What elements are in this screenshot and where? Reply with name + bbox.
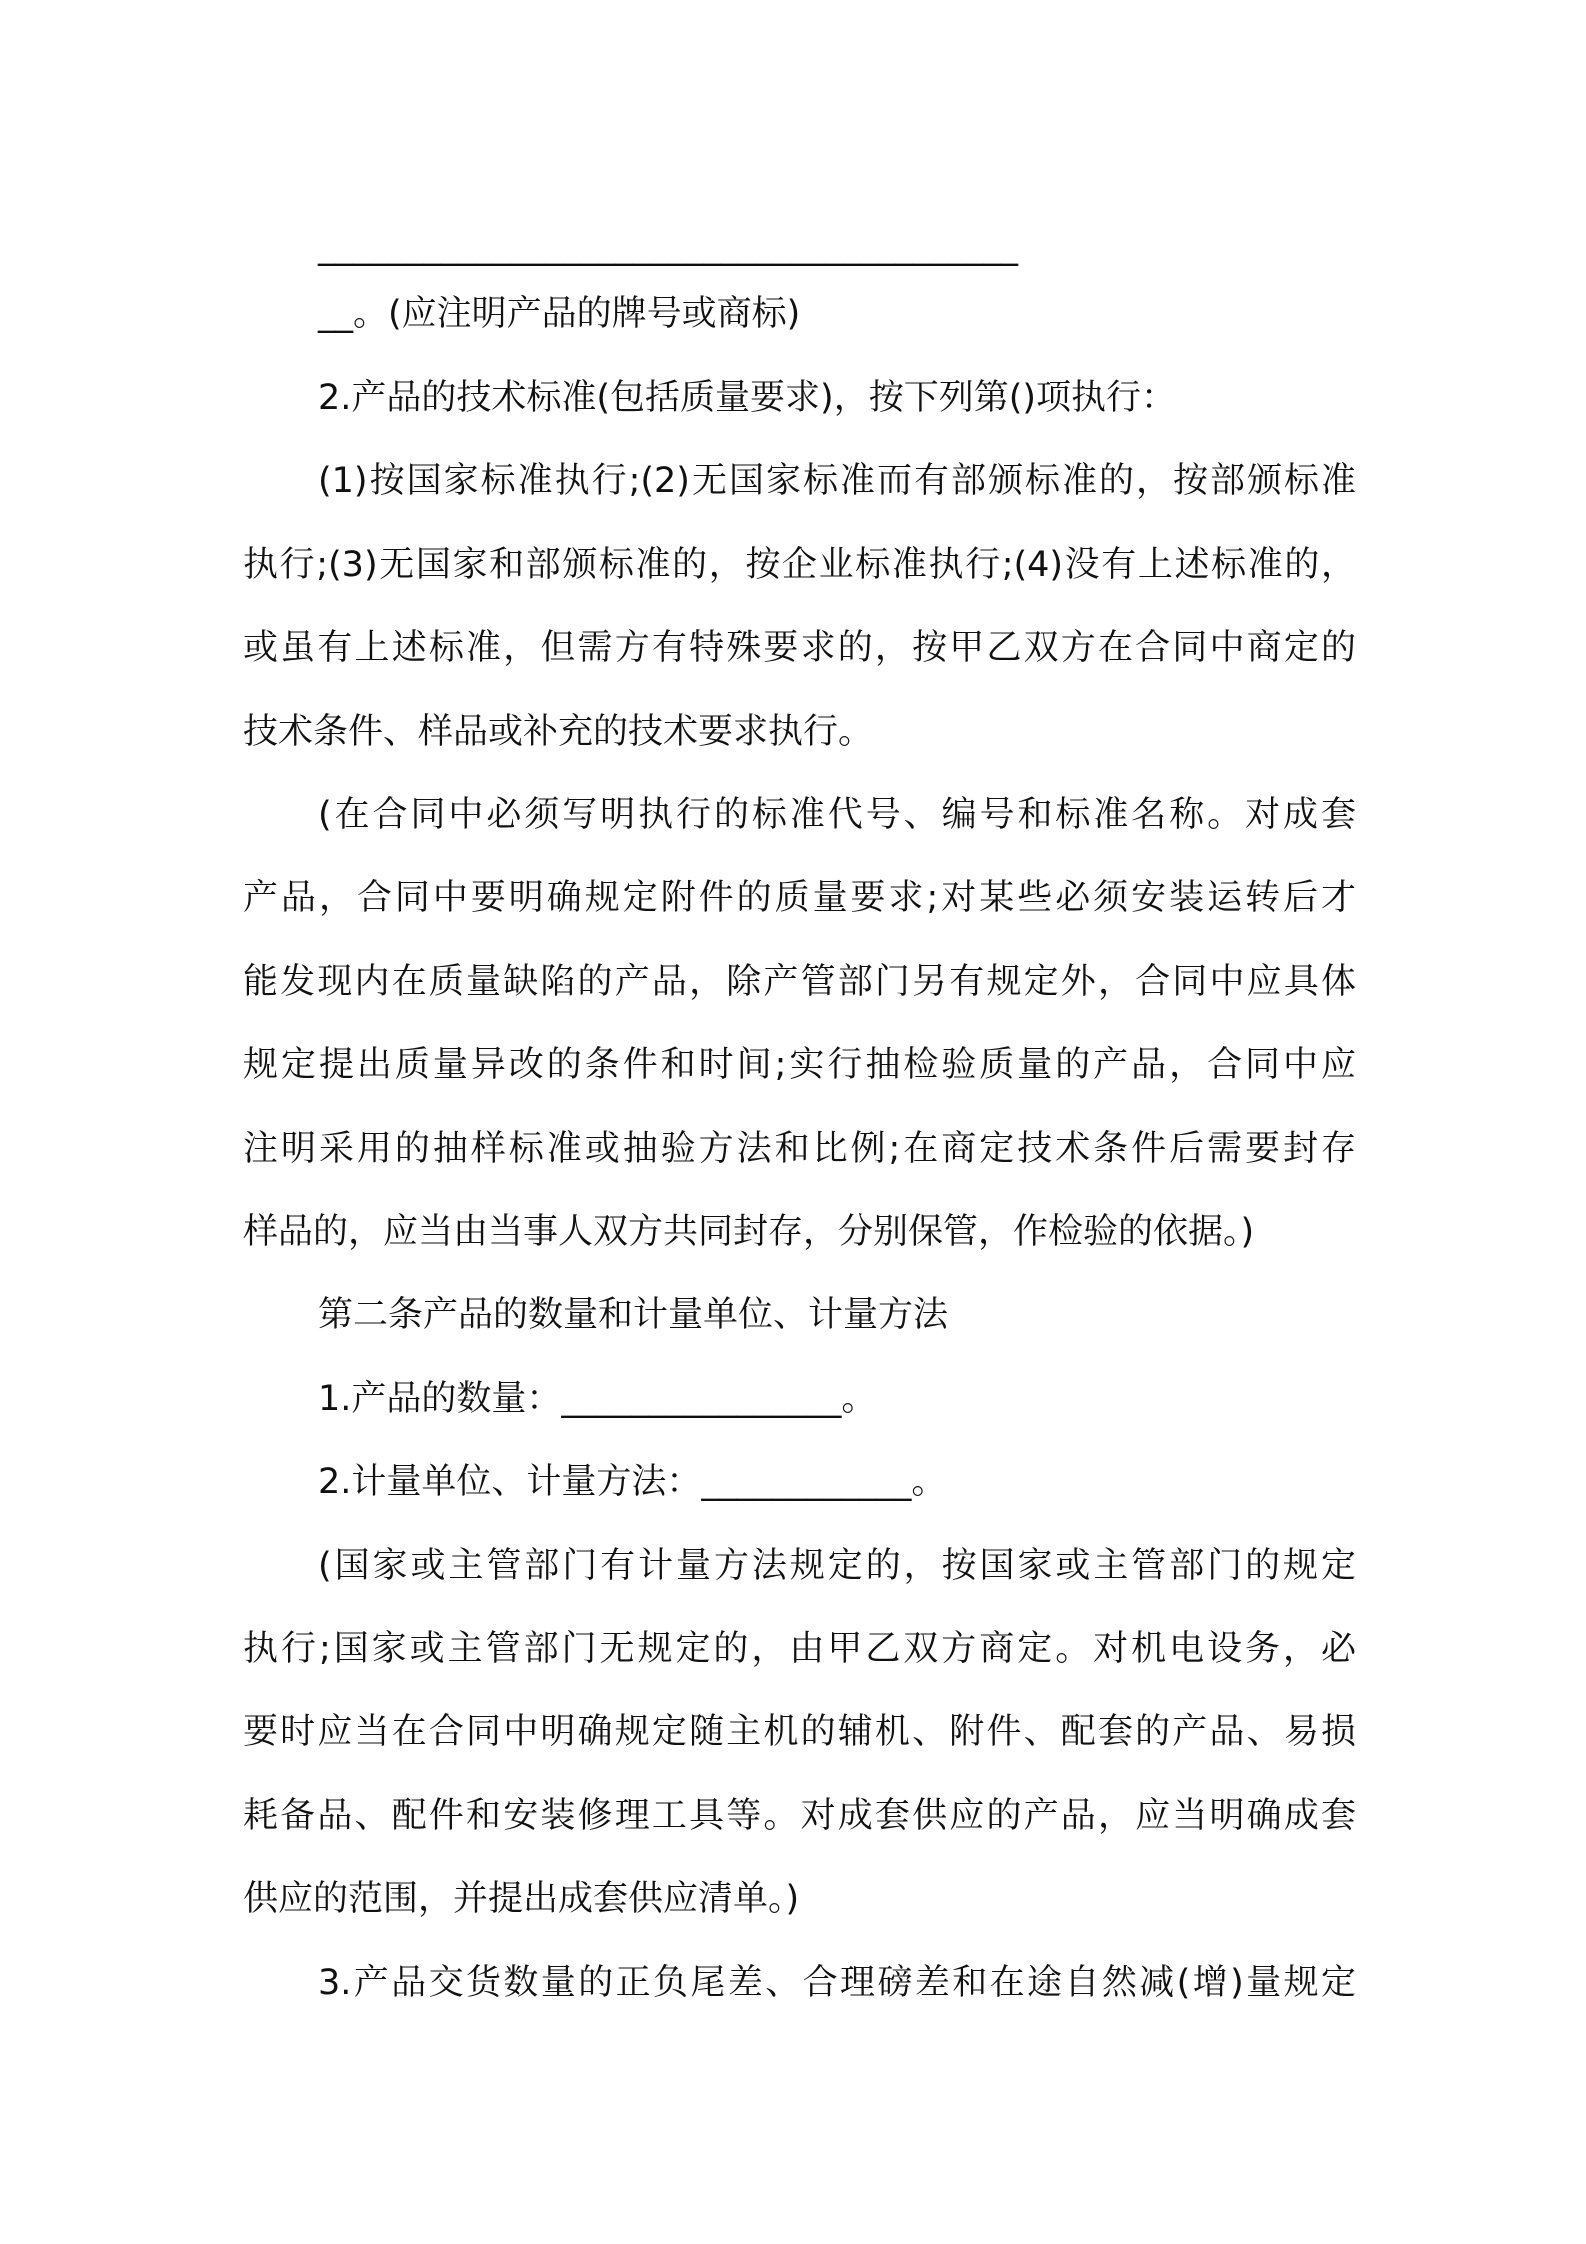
brand-note-line: __。(应注明产品的牌号或商标) xyxy=(318,294,801,334)
paragraph-line: (1)按国家标准执行;(2)无国家标准而有部颁标准的，按部颁标准 xyxy=(318,461,1356,501)
paragraph-line: 样品的，应当由当事人双方共同封存，分别保管，作检验的依据。) xyxy=(243,1212,1255,1252)
paragraph-line: 或虽有上述标准，但需方有特殊要求的，按甲乙双方在合同中商定的 xyxy=(243,628,1356,668)
paragraph-line: (在合同中必须写明执行的标准代号、编号和标准名称。对成套 xyxy=(318,795,1356,835)
unit-method-line: 2.计量单位、计量方法：____________。 xyxy=(318,1462,947,1502)
paragraph-line: 规定提出质量异改的条件和时间;实行抽检验质量的产品，合同中应 xyxy=(243,1045,1356,1085)
paragraph-line: 执行;国家或主管部门无规定的，由甲乙双方商定。对机电设务，必 xyxy=(243,1629,1356,1669)
paragraph-line: (国家或主管部门有计量方法规定的，按国家或主管部门的规定 xyxy=(318,1546,1356,1586)
paragraph-line: 供应的范围，并提出成套供应清单。) xyxy=(243,1879,800,1919)
quantity-line: 1.产品的数量：________________。 xyxy=(318,1379,877,1419)
paragraph-line: 耗备品、配件和安装修理工具等。对成套供应的产品，应当明确成套 xyxy=(243,1796,1356,1836)
blank-underline-line: ________________________________________ xyxy=(318,227,1018,267)
tech-standard-heading: 2.产品的技术标准(包括质量要求)，按下列第()项执行： xyxy=(318,378,1177,418)
paragraph-line: 技术条件、样品或补充的技术要求执行。 xyxy=(243,712,874,752)
paragraph-line: 3.产品交货数量的正负尾差、合理磅差和在途自然减(增)量规定 xyxy=(318,1963,1356,2003)
paragraph-line: 能发现内在质量缺陷的产品，除产管部门另有规定外，合同中应具体 xyxy=(243,962,1356,1002)
paragraph-line: 要时应当在合同中明确规定随主机的辅机、附件、配套的产品、易损 xyxy=(243,1712,1356,1752)
paragraph-line: 执行;(3)无国家和部颁标准的，按企业标准执行;(4)没有上述标准的， xyxy=(243,545,1356,585)
paragraph-line: 注明采用的抽样标准或抽验方法和比例;在商定技术条件后需要封存 xyxy=(243,1129,1356,1169)
paragraph-line: 产品，合同中要明确规定附件的质量要求;对某些必须安装运转后才 xyxy=(243,878,1356,918)
section-heading: 第二条产品的数量和计量单位、计量方法 xyxy=(318,1295,949,1335)
